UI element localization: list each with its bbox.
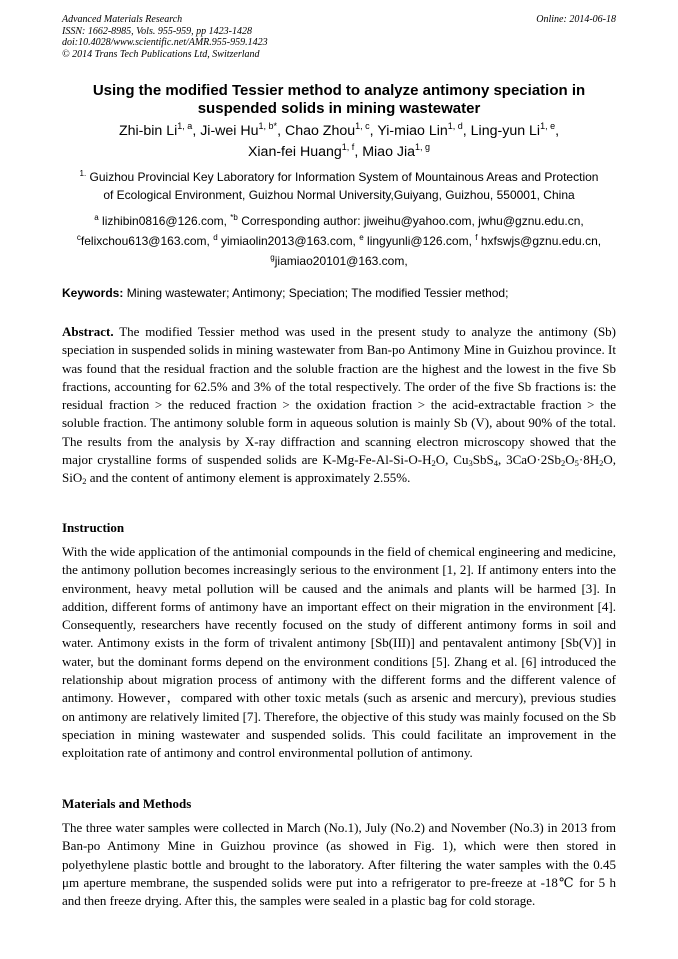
author-name: Xian-fei Huang: [247, 144, 342, 160]
affiliation: [62, 168, 616, 204]
author-name: Miao Jia: [362, 144, 416, 160]
copyright-line: © 2014 Trans Tech Publications Ltd, Switzerland: [62, 48, 260, 60]
methods-text: The three water samples were collected in March (No.1), July (No.2) and November (No.3) in 2013 from Ban-po Antimony Mine in Guizhou province (as showed in Fig. 1), which were then stored in polyethylene plastic bottle and brought to the laboratory. After filtering the water samples with the 0.45 μm aperture membrane, the suspended solids were put into a refrigerator to pre-freeze at -18℃ for 5 h and then freeze drying. After this, the samples were sealed in a plastic bag for cold storage.: [62, 820, 616, 909]
paper-title: [62, 82, 616, 118]
author-name: Yi-miao Lin: [377, 123, 448, 139]
abstract-tail: and the content of antimony element is approximately 2.55%.: [86, 470, 411, 486]
author-affiliation-mark: 1, g: [415, 142, 431, 152]
author-name: Zhi-bin Li: [118, 123, 178, 139]
email-g[interactable]: jiamiao20101@163.com,: [274, 254, 408, 268]
email-e[interactable]: lingyunli@126.com,: [363, 234, 476, 248]
doi-line: doi:10.4028/www.scientific.net/AMR.955-959.1423: [62, 37, 268, 48]
journal-header: [62, 14, 268, 60]
email-block: $^a$ lizhibin0816@126.com, $^{*b}$ Corresponding author: jiweihu@yahoo.com, jwhu@gznu.edu.cn, $^c$felixchou613@163.com, $^d$ yimiaolin2013@163.com, $^e$ lingyunli@126.com, $^f$ hxfswjs@gznu.edu.cn, $^g$jiamiao20101@163.com,: [76, 213, 602, 268]
issn-line: ISSN: 1662-8985, Vols. 955-959, pp 1423-1428: [62, 25, 252, 37]
abstract: Abstract. The modified Tessier method was used in the present study to analyze the antimony (Sb) speciation in suspended solids in mining wastewater from Ban-po Antimony Mine in Guizhou province. It was found that the residual fraction and the soluble fraction are the highest and the lowest in the five Sb fractions, accounting for 62.5% and 3% of the total respectively. The order of the five Sb fractions is: the residual fraction > the reduced fraction > the oxidation fraction > the acid-extractable fraction > the soluble fraction. The antimony soluble form in aqueous solution is mainly Sb (V), about 90% of the total. The results from the analysis by X-ray diffraction and scanning electron microscopy showed that the major crystalline forms of suspended solids are $K-Mg-Fe-Al-Si-O-H_2O$, $Cu_3SbS_4$, $3CaO\cdot 2Sb_2O_5\cdot 8H_2O$, SiO$_2$ and the content of antimony element is approximately 2.55%.: [62, 324, 616, 487]
title-line-1: Using the modified Tessier method to analyze antimony speciation in: [92, 82, 586, 99]
instruction-heading: Instruction: [62, 520, 125, 535]
title-line-2: suspended solids in mining wastewater: [197, 100, 481, 117]
instruction-text: With the wide application of the antimonial compounds in the field of chemical engineering and medicine, the antimony pollution becomes increasingly serious to the environment [1, 2]. If antimony enters into the environment, heavy metal pollution will be caused and the animals and plants will be harmed [3]. In addition, different forms of antimony have an important effect on their migration in the environment [4]. Consequently, researchers have recently focused on the study of different antimony forms in soil and water. Antimony exists in the form of trivalent antimony [Sb(III)] and pentavalent antimony [Sb(V)] in water, but the dominant forms depend on the environment conditions [5]. Zhang et al. [6] introduced the relationship about migration process of antimony with the different forms and the different valence of antimony. However，compared with other toxic metals (such as arsenic and mercury), previous studies on antimony are relatively limited [7]. Therefore, the objective of this study was mainly focused on the Sb speciation in mining wastewater and suspended solids. This could facilitate an improvement in the exploitation rate of antimony and control environmental pollution of antimony.: [62, 544, 616, 761]
author-line-2: Xian-fei Huang$^{1, f}$, Miao Jia$^{1, g}$: [247, 142, 431, 160]
online-date: Online: 2014-06-18: [536, 14, 616, 25]
author-affiliation-mark: 1, a: [177, 121, 193, 131]
author-affiliation-mark: 1, b*: [258, 121, 278, 131]
author-name: Ling-yun Li: [470, 123, 541, 139]
email-a[interactable]: lizhibin0816@126.com,: [98, 214, 231, 228]
author-affiliation-mark: 1, d: [447, 121, 463, 131]
abstract-label: Abstract.: [62, 324, 114, 339]
journal-name: Advanced Materials Research: [62, 14, 183, 25]
author-list: [62, 121, 616, 163]
author-affiliation-mark: 1, e: [540, 121, 556, 131]
email-f[interactable]: hxfswjs@gznu.edu.cn,: [477, 234, 602, 248]
keywords-label: Keywords:: [62, 286, 124, 300]
author-affiliation-mark: 1, c: [355, 121, 370, 131]
email-d[interactable]: yimiaolin2013@163.com,: [217, 234, 360, 248]
author-name: Ji-wei Hu: [200, 123, 259, 139]
abstract-text: The modified Tessier method was used in the present study to analyze the antimony (Sb) speciation in suspended solids in mining wastewater from Ban-po Antimony Mine in Guizhou province. It was found that the residual fraction and the soluble fraction are the highest and the lowest in the five Sb fractions, accounting for 62.5% and 3% of the total respectively. The order of the five Sb fractions is: the residual fraction > the reduced fraction > the oxidation fraction > the acid-extractable fraction > the soluble fraction. The antimony soluble form in aqueous solution is mainly Sb (V), about 90% of the total. The results from the analysis by X-ray diffraction and scanning electron microscopy showed that the major crystalline forms of suspended solids are: [62, 324, 616, 468]
author-line-1: Zhi-bin Li$^{1, a}$, Ji-wei $Hu^{1, b*}$, Chao Zhou$^{1, c}$, Yi-miao Lin$^{1, d}$, Ling-yun Li$^{1, e}$,: [118, 121, 560, 139]
affiliation-line-2: of Ecological Environment, Guizhou Normal University,Guiyang, Guizhou, 550001, China: [103, 188, 575, 202]
email-c[interactable]: felixchou613@163.com,: [80, 234, 214, 248]
email-b-corresponding[interactable]: Corresponding author: jiweihu@yahoo.com, jwhu@gznu.edu.cn,: [237, 214, 584, 228]
author-name: Chao Zhou: [284, 123, 356, 139]
affiliation-mark: 1.: [79, 169, 87, 178]
methods-heading: Materials and Methods: [62, 796, 192, 811]
affiliation-line-1: Guizhou Provincial Key Laboratory for Information System of Mountainous Areas and Protection: [86, 170, 599, 184]
keywords: [62, 285, 616, 301]
author-affiliation-mark: 1, f: [341, 142, 355, 152]
keywords-text: Mining wastewater; Antimony; Speciation; The modified Tessier method;: [123, 286, 509, 300]
